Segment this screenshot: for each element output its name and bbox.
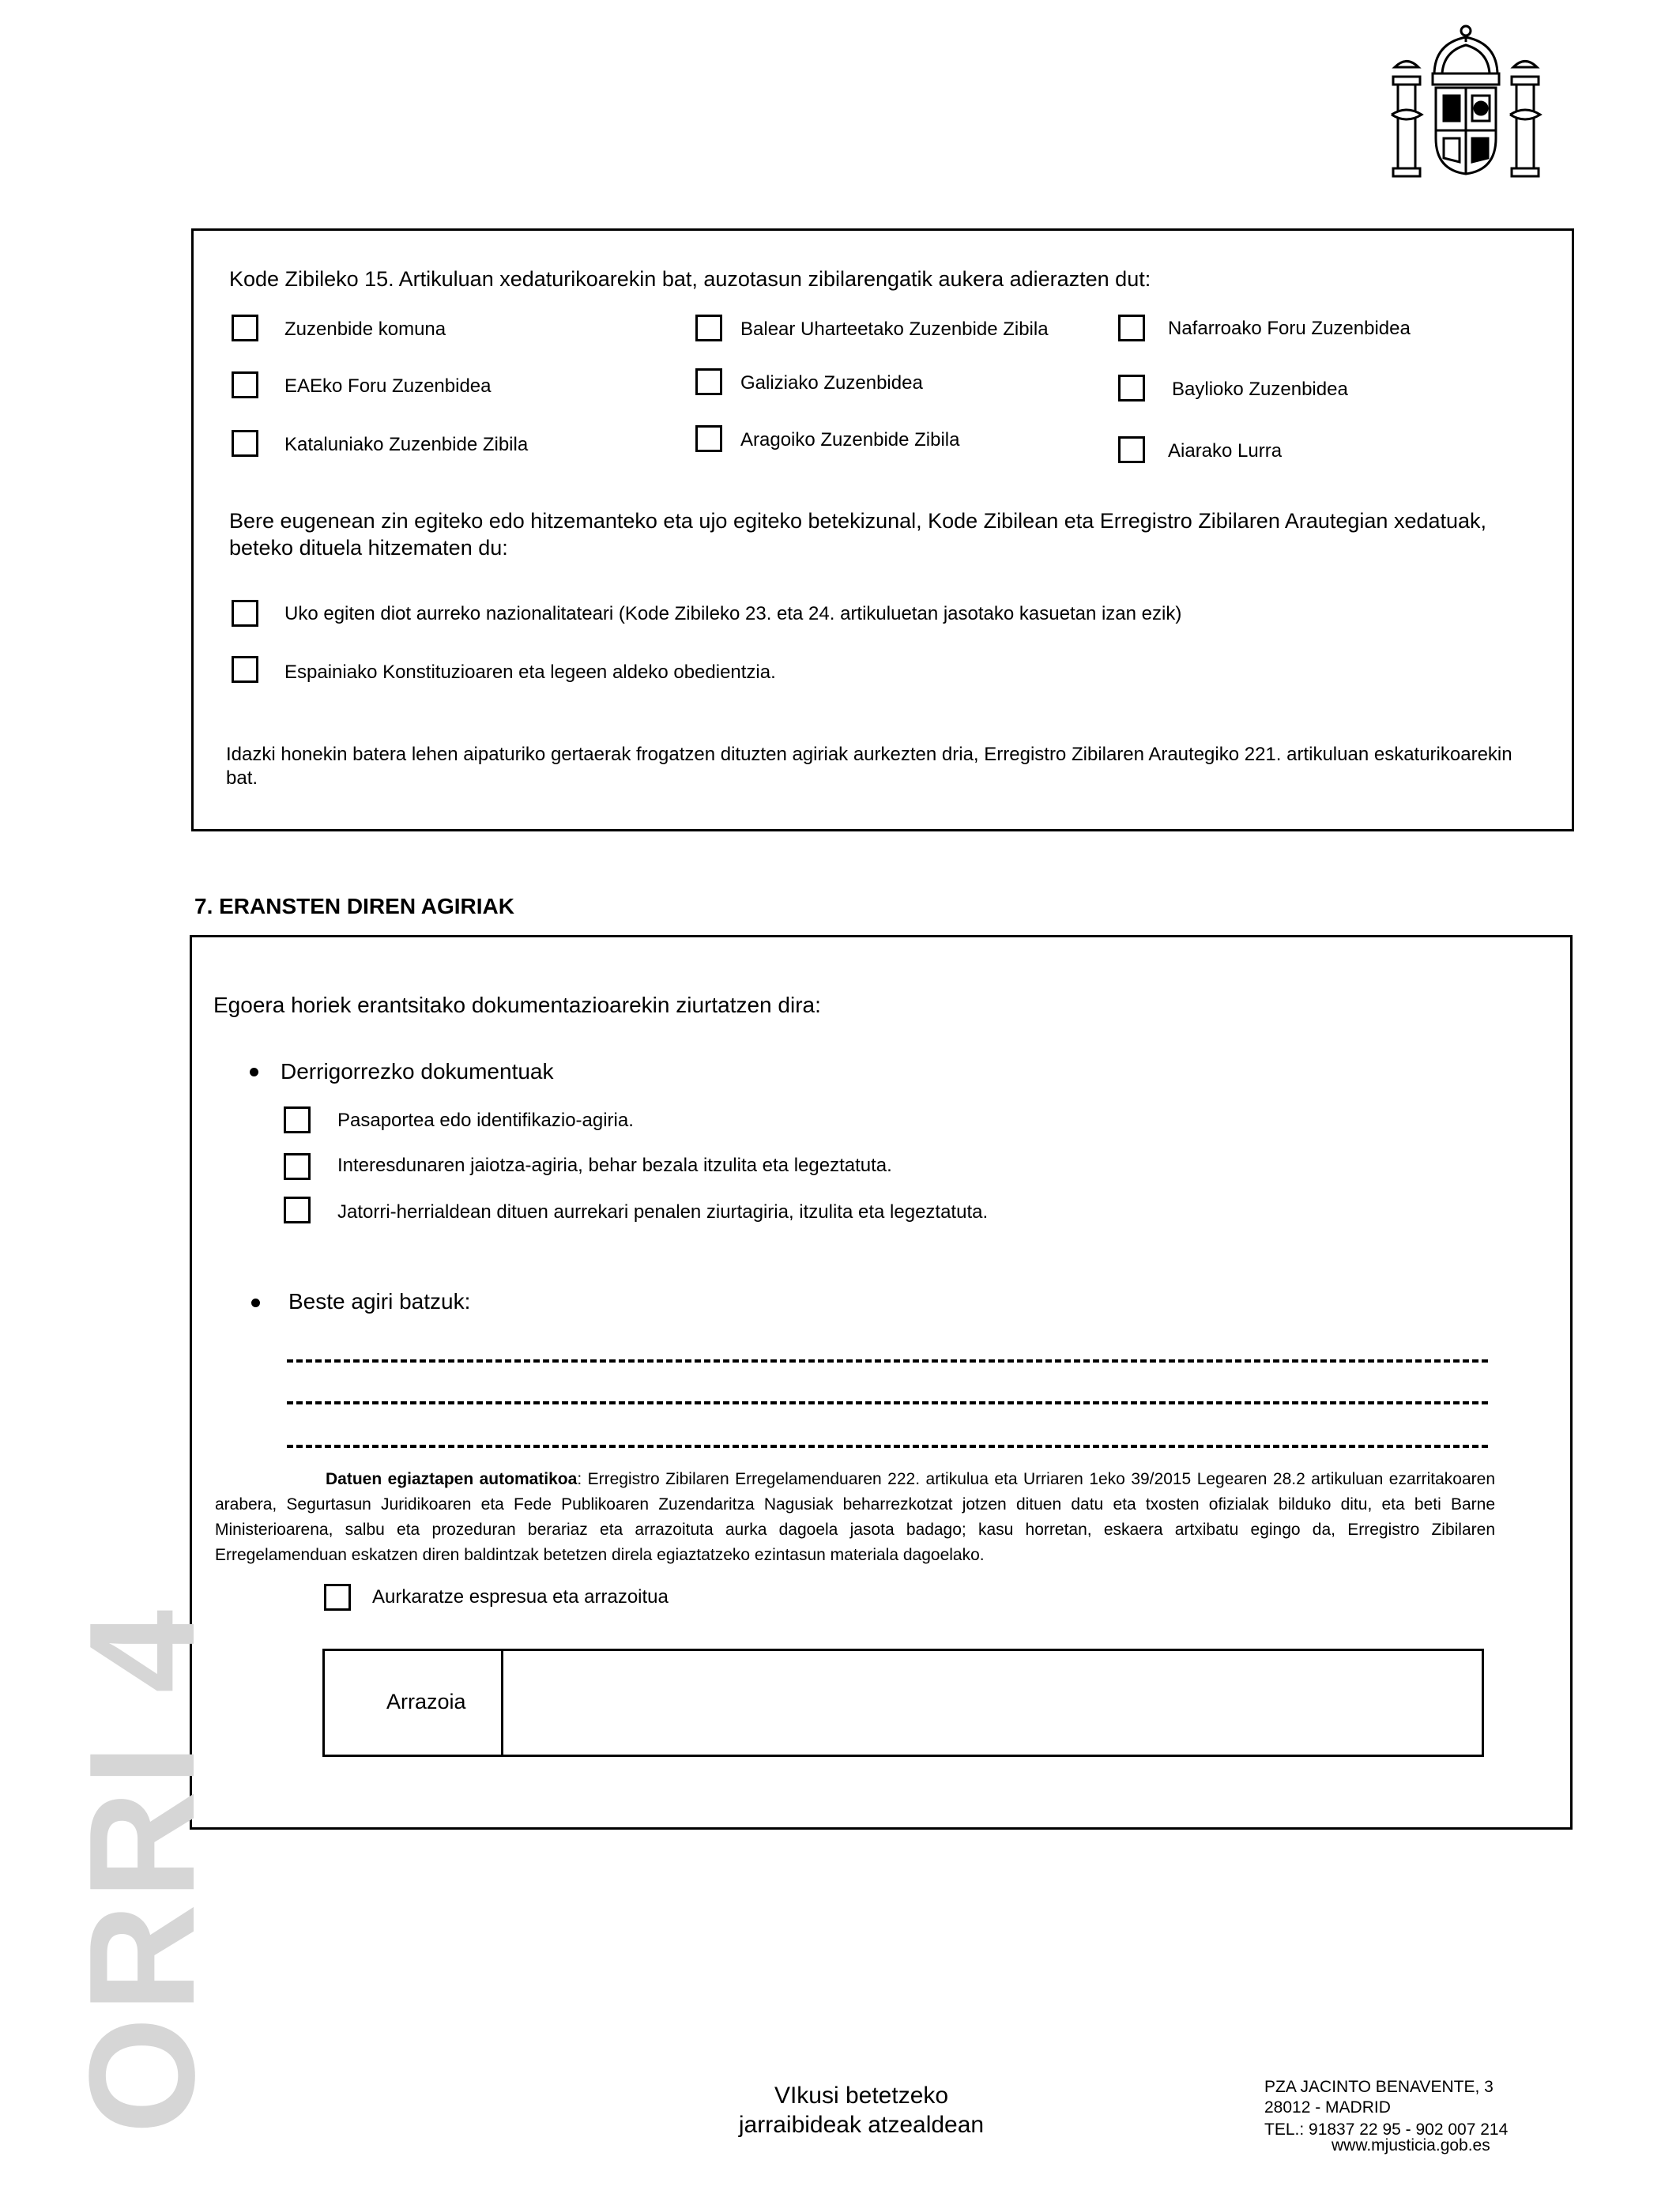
objection-label: Aurkaratze espresua eta arrazoitua <box>372 1586 669 1608</box>
verification-text: : Erregistro Zibilaren Erregelamenduaren 222. artikulua eta Urriaren 1eko 39/2015 Legearen 28.2 artikuluan ezarritakoaren arabera, Segurtasun Juridikoaren eta Fede Publikoaren Zuzendaritza Nagusiak beharrezkotzat jotzen dituen datu eta txosten ofizialak bilduko ditu, eta beti Barne Ministerioarena, salbu eta prozeduran berariaz eta arrazoituta aurka dagoela jasota badago; kasu horretan, eskaera artxibatu egingo da, Erregistro Zibilaren Erregelamenduan eskatzen diren baldintzak betetzen direla egiaztatzeko ezintasun materiala dagoelako. <box>215 1470 1495 1564</box>
checkbox-kataluniako[interactable] <box>232 430 258 457</box>
checkbox-constitution-obedience[interactable] <box>232 656 258 683</box>
other-docs-line-2[interactable] <box>287 1401 1488 1404</box>
reason-label: Arrazoia <box>386 1690 466 1713</box>
commitment-label: Uko egiten diot aurreko nazionalitateari (Kode Zibileko 23. eta 24. artikuluetan jasotako kasuetan izan ezik) <box>284 603 1182 624</box>
option-label: Zuzenbide komuna <box>284 319 446 340</box>
sheet-watermark: ORRI 4 <box>58 1604 226 2134</box>
attachment-note-line1: Idazki honekin batera lehen aipaturiko gertaerak frogatzen dituzten agiriak aurkezten dria, Erregistro Zibilaren Arautegiko 221. artikuluan eskaturikoarekin <box>226 744 1512 765</box>
option-label: Nafarroako Foru Zuzenbidea <box>1168 318 1411 339</box>
checkbox-galiziako[interactable] <box>695 368 722 395</box>
option-label: Balear Uharteetako Zuzenbide Zibila <box>740 319 1049 340</box>
option-label: EAEko Foru Zuzenbidea <box>284 375 492 397</box>
option-label: Aragoiko Zuzenbide Zibila <box>740 429 960 450</box>
checkbox-zuzenbide-komuna[interactable] <box>232 315 258 341</box>
option-label: Baylioko Zuzenbidea <box>1172 379 1348 400</box>
reason-field[interactable] <box>506 1652 1481 1755</box>
checkbox-renounce-nationality[interactable] <box>232 600 258 627</box>
checkbox-aiarako-lurra[interactable] <box>1118 436 1145 463</box>
promise-text-line2: beteko dituela hitzematen du: <box>229 536 508 560</box>
verification-title: Datuen egiaztapen automatikoa <box>326 1470 578 1488</box>
instructions-line1: VIkusi betetzeko <box>774 2083 949 2109</box>
checkbox-passport[interactable] <box>284 1106 311 1133</box>
checkbox-criminal-record[interactable] <box>284 1197 311 1223</box>
checkbox-baylioko[interactable] <box>1118 375 1145 401</box>
checkbox-express-objection[interactable] <box>324 1584 351 1611</box>
checkbox-nafarroako-foru[interactable] <box>1118 315 1145 341</box>
mandatory-doc-label: Interesdunaren jaiotza-agiria, behar bezala itzulita eta legeztatuta. <box>337 1155 892 1176</box>
verification-paragraph <box>215 1467 1495 1568</box>
reason-table-divider <box>501 1649 503 1757</box>
checkbox-balear-uharteetako[interactable] <box>695 315 722 341</box>
option-label: Galiziako Zuzenbidea <box>740 372 923 394</box>
coat-of-arms-emblem <box>1387 20 1545 182</box>
attachment-note-line2: bat. <box>226 767 258 789</box>
section-heading: 7. ERANSTEN DIREN AGIRIAK <box>194 894 515 918</box>
address-line2: 28012 - MADRID <box>1264 2098 1391 2117</box>
address-line1: PZA JACINTO BENAVENTE, 3 <box>1264 2078 1494 2096</box>
civil-law-intro: Kode Zibileko 15. Artikuluan xedaturikoarekin bat, auzotasun zibilarengatik aukera adierazten dut: <box>229 267 1151 291</box>
bullet-icon <box>251 1299 260 1307</box>
checkbox-eaeko-foru[interactable] <box>232 371 258 398</box>
phone-number: TEL.: 91837 22 95 - 902 007 214 <box>1264 2120 1509 2139</box>
checkbox-birth-certificate[interactable] <box>284 1153 311 1180</box>
website-link[interactable]: www.mjusticia.gob.es <box>1332 2136 1490 2154</box>
documents-intro: Egoera horiek erantsitako dokumentazioarekin ziurtatzen dira: <box>213 993 821 1017</box>
checkbox-aragoiko[interactable] <box>695 425 722 452</box>
option-label: Aiarako Lurra <box>1168 440 1283 462</box>
mandatory-doc-label: Jatorri-herrialdean dituen aurrekari penalen ziurtagiria, itzulita eta legeztatuta. <box>337 1201 989 1223</box>
mandatory-docs-label: Derrigorrezko dokumentuak <box>281 1059 554 1084</box>
commitment-label: Espainiako Konstituzioaren eta legeen aldeko obedientzia. <box>284 662 776 683</box>
mandatory-doc-label: Pasaportea edo identifikazio-agiria. <box>337 1110 634 1131</box>
option-label: Kataluniako Zuzenbide Zibila <box>284 434 529 455</box>
promise-text-line1: Bere eugenean zin egiteko edo hitzemanteko eta ujo egiteko betekizunal, Kode Zibilean eta Erregistro Zibilaren Arautegian xedatuak, <box>229 509 1487 533</box>
other-docs-line-1[interactable] <box>287 1359 1488 1363</box>
other-docs-line-3[interactable] <box>287 1445 1488 1448</box>
instructions-line2: jarraibideak atzealdean <box>738 2112 985 2138</box>
bullet-icon <box>250 1068 258 1076</box>
other-docs-label: Beste agiri batzuk: <box>288 1289 471 1314</box>
